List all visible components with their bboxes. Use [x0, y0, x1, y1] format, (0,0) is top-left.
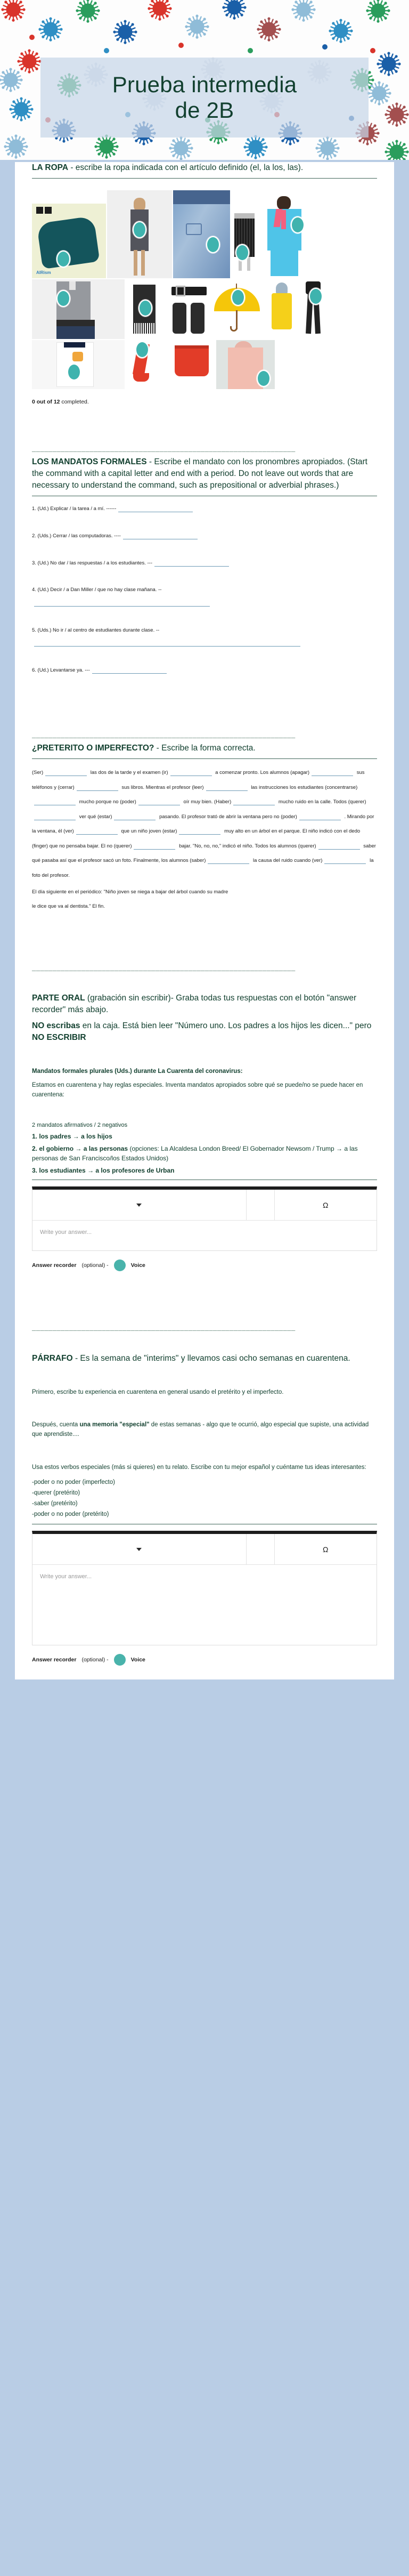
image-black-skirt[interactable]	[231, 209, 258, 278]
preterito-part-13: que un niño joven (estar)	[121, 828, 177, 835]
parrafo-instructions: - Es la semana de "interims" y llevamos casi ocho semanas en cuarentena.	[72, 1353, 350, 1363]
la-ropa-label: LA ROPA	[32, 163, 69, 172]
page-title	[112, 72, 297, 124]
image-black-scarf[interactable]	[126, 279, 167, 339]
voice-label: Voice	[130, 1262, 145, 1269]
arrow-icon: →	[75, 1145, 82, 1153]
parrafo-p2-post: de estas semanas - algo que te ocurrió, algo especial que supiste, una actividad que aprendiste....	[32, 1422, 369, 1438]
verb-blank-16[interactable]	[208, 857, 249, 864]
parte-oral-label: PARTE ORAL	[32, 993, 85, 1003]
hotspot[interactable]	[133, 221, 146, 238]
parrafo-p3	[32, 1463, 377, 1473]
answer-recorder-optional: (optional) -	[81, 1262, 109, 1269]
verb-blank-15[interactable]	[318, 843, 360, 850]
mandatos-prompt-6: 6. (Ud.) Levantarse ya. ---	[32, 667, 90, 674]
image-teal-tshirt[interactable]: AIRism	[32, 204, 106, 278]
preterito-label: ¿PRETERITO O IMPERFECTO?	[32, 744, 154, 753]
preterito-part-10: ver qué (estar)	[79, 813, 112, 820]
answer-blank-3[interactable]	[154, 560, 229, 567]
verb-blank-11[interactable]	[299, 813, 341, 820]
hotspot[interactable]	[56, 251, 70, 268]
preterito-part-1: (Ser)	[32, 770, 44, 776]
verb-blank-1[interactable]	[45, 769, 87, 776]
microphone-icon[interactable]	[114, 1259, 126, 1271]
preterito-part-6: las instrucciones los estudiantes (concentrarse)	[251, 784, 358, 790]
mandatos-plurales-subtitle-text: Mandatos formales plurales (Uds.) durante La Cuarenta del coronavirus:	[32, 1068, 243, 1075]
hotspot[interactable]	[257, 370, 271, 387]
preterito-part-15: bajar. "No, no, no," indicó el niño. Todos los alumnos (querer)	[179, 843, 316, 849]
answer-blank-6[interactable]	[92, 667, 167, 674]
editor-toolbar	[32, 1534, 377, 1565]
image-grey-dress[interactable]	[107, 190, 172, 278]
verb-hint-2: -querer (pretérito)	[32, 1489, 80, 1496]
page-title-line1: Prueba intermedia	[112, 71, 297, 97]
answer-recorder-optional: (optional) -	[81, 1657, 109, 1664]
hotspot[interactable]	[235, 244, 249, 261]
answer-editor-parrafo[interactable]	[32, 1531, 377, 1645]
answer-recorder-label: Answer recorder	[32, 1657, 77, 1664]
omega-icon[interactable]: Ω	[323, 1200, 329, 1209]
oral-item-2-tail: (opciones: La Alcaldesa London Breed/ El Gobernador Newsom / Trump → a las personas de San Francisco/los Estados Unidos)	[32, 1145, 358, 1162]
answer-blank-2[interactable]	[123, 532, 198, 539]
mandatos-item-4	[32, 584, 377, 610]
editor-style-dropdown[interactable]	[32, 1190, 246, 1220]
verb-blank-13[interactable]	[179, 828, 220, 835]
hotspot[interactable]	[135, 341, 149, 358]
no-escribas-label: NO escribas	[32, 1021, 80, 1030]
hotspot[interactable]	[231, 289, 245, 306]
section-title-preterito	[32, 742, 377, 754]
section-separator: ________________________________________________________________	[32, 1323, 296, 1332]
image-pink-hoodie[interactable]	[216, 340, 275, 389]
mandatos-count-note: 2 mandatos afirmativos / 2 negativos	[32, 1122, 128, 1129]
oral-item-1-num: 1.	[32, 1133, 38, 1141]
verb-blank-5[interactable]	[206, 784, 248, 791]
toolbar-divider	[246, 1534, 247, 1565]
voice-label: Voice	[130, 1657, 145, 1664]
parrafo-p2-bold: una memoria "especial"	[79, 1422, 150, 1428]
page-banner	[0, 0, 409, 160]
collage-row	[32, 190, 377, 278]
chevron-down-icon[interactable]	[136, 1548, 142, 1551]
mandatos-prompt-3: 3. (Ud.) No dar / las respuestas / a los estudiantes. ---	[32, 560, 152, 566]
verb-blank-14[interactable]	[134, 843, 175, 850]
verb-blank-4[interactable]	[77, 784, 118, 791]
no-escribir-label: NO ESCRIBIR	[32, 1032, 86, 1042]
preterito-closing	[32, 888, 377, 897]
section-separator: ________________________________________________________________	[32, 730, 296, 739]
hotspot[interactable]	[138, 300, 152, 317]
section-title-mandatos	[32, 456, 377, 491]
progress-count: 0 out of 12	[32, 399, 60, 405]
verb-blank-12[interactable]	[76, 828, 118, 835]
oral-item-1-target: a los hijos	[81, 1133, 112, 1141]
preterito-part-8: oír muy bien. (Haber)	[183, 799, 232, 805]
parrafo-label: PÁRRAFO	[32, 1353, 73, 1363]
banner-title-overlay	[40, 58, 369, 138]
hotspot[interactable]	[291, 216, 305, 233]
arrow-icon: →	[72, 1133, 79, 1141]
image-red-boxers[interactable]	[168, 340, 215, 389]
image-black-tights[interactable]	[299, 279, 326, 339]
preterito-closing-line1: El día siguiente en el periódico: "Niño joven se niega a bajar del árbol cuando su madre	[32, 889, 228, 895]
answer-blank-1[interactable]	[118, 505, 193, 512]
preterito-part-16: saber qué pasaba así que el profesor sacó un foto. Finalmente, los alumnos (saber)	[32, 843, 376, 864]
section-title-parte-oral	[32, 992, 377, 1016]
oral-item-2	[32, 1144, 377, 1163]
oral-item-3-target: a los profesores de Urban	[95, 1167, 175, 1175]
hotspot[interactable]	[206, 236, 220, 253]
verb-blank-9[interactable]	[34, 813, 76, 820]
no-escribas-text: en la caja. Está bien leer "Número uno. Los padres a los hijos les dicen..." pero	[80, 1021, 372, 1030]
microphone-icon[interactable]	[114, 1654, 126, 1666]
progress-status	[32, 399, 377, 405]
editor-placeholder: Write your answer...	[40, 1573, 92, 1580]
answer-recorder-label: Answer recorder	[32, 1262, 77, 1269]
editor-style-dropdown[interactable]	[32, 1534, 246, 1564]
clothing-image-collage	[32, 185, 377, 391]
image-red-socks[interactable]	[126, 340, 167, 389]
oral-item-1	[32, 1132, 377, 1141]
image-blue-suit[interactable]	[259, 193, 310, 278]
editor-placeholder: Write your answer...	[40, 1229, 92, 1236]
mandatos-prompt-5: 5. (Uds.) No ir / al centro de estudiantes durante clase. --	[32, 627, 160, 633]
oral-item-2-target: a las personas	[83, 1145, 128, 1153]
oral-item-2-subject: el gobierno	[39, 1145, 74, 1153]
verb-hint-4: -poder o no poder (pretérito)	[32, 1511, 109, 1518]
section-separator: ________________________________________________________________	[32, 445, 296, 453]
editor-textarea[interactable]	[32, 1221, 377, 1250]
oral-item-2-num: 2.	[32, 1145, 38, 1153]
image-white-polo[interactable]	[32, 340, 125, 389]
mandatos-label: LOS MANDATOS FORMALES	[32, 457, 147, 467]
image-yellow-raincoat[interactable]	[265, 279, 298, 339]
page-title-line2: de 2B	[175, 98, 234, 123]
oral-item-1-subject: los padres	[39, 1133, 71, 1141]
preterito-part-18: la foto del profesor.	[32, 858, 374, 878]
arrow-icon: →	[87, 1167, 94, 1175]
oral-item-3-subject: los estudiantes	[39, 1167, 86, 1175]
preterito-paragraph	[32, 765, 377, 883]
toolbar-divider	[246, 1190, 247, 1221]
parrafo-p2	[32, 1420, 377, 1440]
preterito-closing-line2: le dice que va al dentista." El fin.	[32, 903, 105, 909]
parrafo-p1-text: Primero, escribe tu experiencia en cuarentena en general usando el pretérito y el imperfecto.	[32, 1388, 284, 1395]
oral-item-3-num: 3.	[32, 1167, 38, 1175]
image-yellow-umbrella[interactable]	[211, 279, 264, 339]
collage-row	[32, 340, 377, 389]
la-ropa-instructions: - escribe la ropa indicada con el artículo definido (el, la los, las).	[68, 163, 304, 172]
verb-blank-3[interactable]	[312, 769, 353, 776]
mandatos-prompt-2: 2. (Uds.) Cerrar / las computadoras. ----	[32, 532, 121, 539]
no-escribas-note	[32, 1020, 377, 1044]
answer-blank-5[interactable]	[34, 640, 300, 647]
parrafo-p2-pre: Después, cuenta	[32, 1422, 80, 1428]
section-separator: ________________________________________________________________	[32, 963, 296, 972]
hotspot[interactable]	[56, 290, 70, 307]
mandatos-item-6	[32, 664, 377, 677]
editor-textarea[interactable]	[32, 1565, 377, 1645]
mandatos-item-1	[32, 503, 377, 516]
preterito-part-7: mucho porque no (poder)	[79, 799, 136, 805]
verb-hint-1: -poder o no poder (imperfecto)	[32, 1479, 115, 1485]
mandatos-plurales-subtitle	[32, 1067, 377, 1077]
preterito-part-11: pasando. El profesor trató de abrir la ventana pero no (poder)	[159, 813, 297, 820]
section-title-parrafo	[32, 1353, 377, 1364]
preterito-part-14: muy alto en un árbol en el parque. El niño indicó con el dedo (finger) que no pensaba bajar. El no (querer)	[32, 828, 361, 849]
verb-blank-2[interactable]	[170, 769, 212, 776]
special-character-button[interactable]	[275, 1534, 377, 1564]
parte-oral-instructions: (grabación sin escribir)- Graba todas tus respuestas con el botón "answer recorder" más abajo.	[32, 993, 357, 1014]
divider	[32, 178, 377, 179]
preterito-part-9: mucho ruido en la calle. Todos (querer)	[278, 799, 366, 805]
verb-blank-17[interactable]	[324, 857, 366, 864]
answer-blank-4[interactable]	[34, 600, 210, 607]
image-belt-and-gloves[interactable]	[168, 279, 210, 339]
mandatos-plurales-intro: Estamos en cuarentena y hay reglas especiales. Inventa mandatos apropiados sobre qué se puede/no se puede hacer en cuarentena:	[32, 1081, 363, 1098]
preterito-part-2: las dos de la tarde y el examen (ir)	[90, 770, 168, 776]
verb-blank-10[interactable]	[114, 813, 156, 820]
preterito-part-12: . Mirando por la ventana, él (ver)	[32, 813, 374, 835]
content-card	[15, 162, 394, 1679]
answer-recorder-oral	[32, 1259, 377, 1271]
mandatos-prompt-1: 1. (Ud.) Explicar / la tarea / a mí. ------	[32, 506, 117, 512]
verb-hint-3: -saber (pretérito)	[32, 1500, 78, 1507]
hotspot[interactable]	[67, 364, 81, 381]
preterito-part-17: la causa del ruido cuando (ver)	[253, 858, 323, 864]
mandatos-instructions: - Escribe el mandato con los pronombres apropiados. (Start the command with a capital letter and end with a period. Do not leave out words that are necessary to understand the command, such as prepositional or adverbial phrases.)	[32, 457, 367, 490]
image-blue-jeans[interactable]	[173, 190, 230, 278]
collage-row	[32, 279, 377, 339]
editor-toolbar	[32, 1190, 377, 1221]
chevron-down-icon[interactable]	[136, 1204, 142, 1207]
oral-item-3	[32, 1166, 377, 1175]
hotspot[interactable]	[309, 288, 323, 305]
section-title-la-ropa	[32, 162, 377, 174]
preterito-part-4: sus teléfonos y (cerrar)	[32, 770, 365, 790]
preterito-instructions: - Escribe la forma correcta.	[154, 744, 256, 753]
mandatos-item-5	[32, 624, 377, 650]
verb-blank-8[interactable]	[233, 798, 275, 805]
image-grey-dress-shirt[interactable]	[32, 279, 125, 339]
preterito-part-3: a comenzar pronto. Los alumnos (apagar)	[215, 770, 310, 776]
progress-text: completed.	[60, 399, 89, 405]
special-character-button[interactable]	[275, 1190, 377, 1220]
preterito-part-5: sus libros. Mientras el profesor (leer)	[121, 784, 204, 790]
verb-blank-7[interactable]	[138, 798, 180, 805]
divider	[32, 758, 377, 759]
answer-editor-oral[interactable]	[32, 1186, 377, 1251]
parrafo-p3-text: Usa estos verbos especiales (más si quieres) en tu relato. Escribe con tu mejor español y cuéntame tus ideas interesantes:	[32, 1464, 366, 1471]
parrafo-p1	[32, 1388, 377, 1398]
answer-recorder-parrafo	[32, 1654, 377, 1666]
mandatos-item-2	[32, 530, 377, 543]
verb-blank-6[interactable]	[34, 798, 76, 805]
parrafo-verb-list	[32, 1477, 377, 1520]
mandatos-item-3	[32, 557, 377, 570]
mandatos-prompt-4: 4. (Ud.) Decir / a Dan Miller / que no hay clase mañana. --	[32, 587, 162, 593]
omega-icon[interactable]: Ω	[323, 1545, 329, 1554]
